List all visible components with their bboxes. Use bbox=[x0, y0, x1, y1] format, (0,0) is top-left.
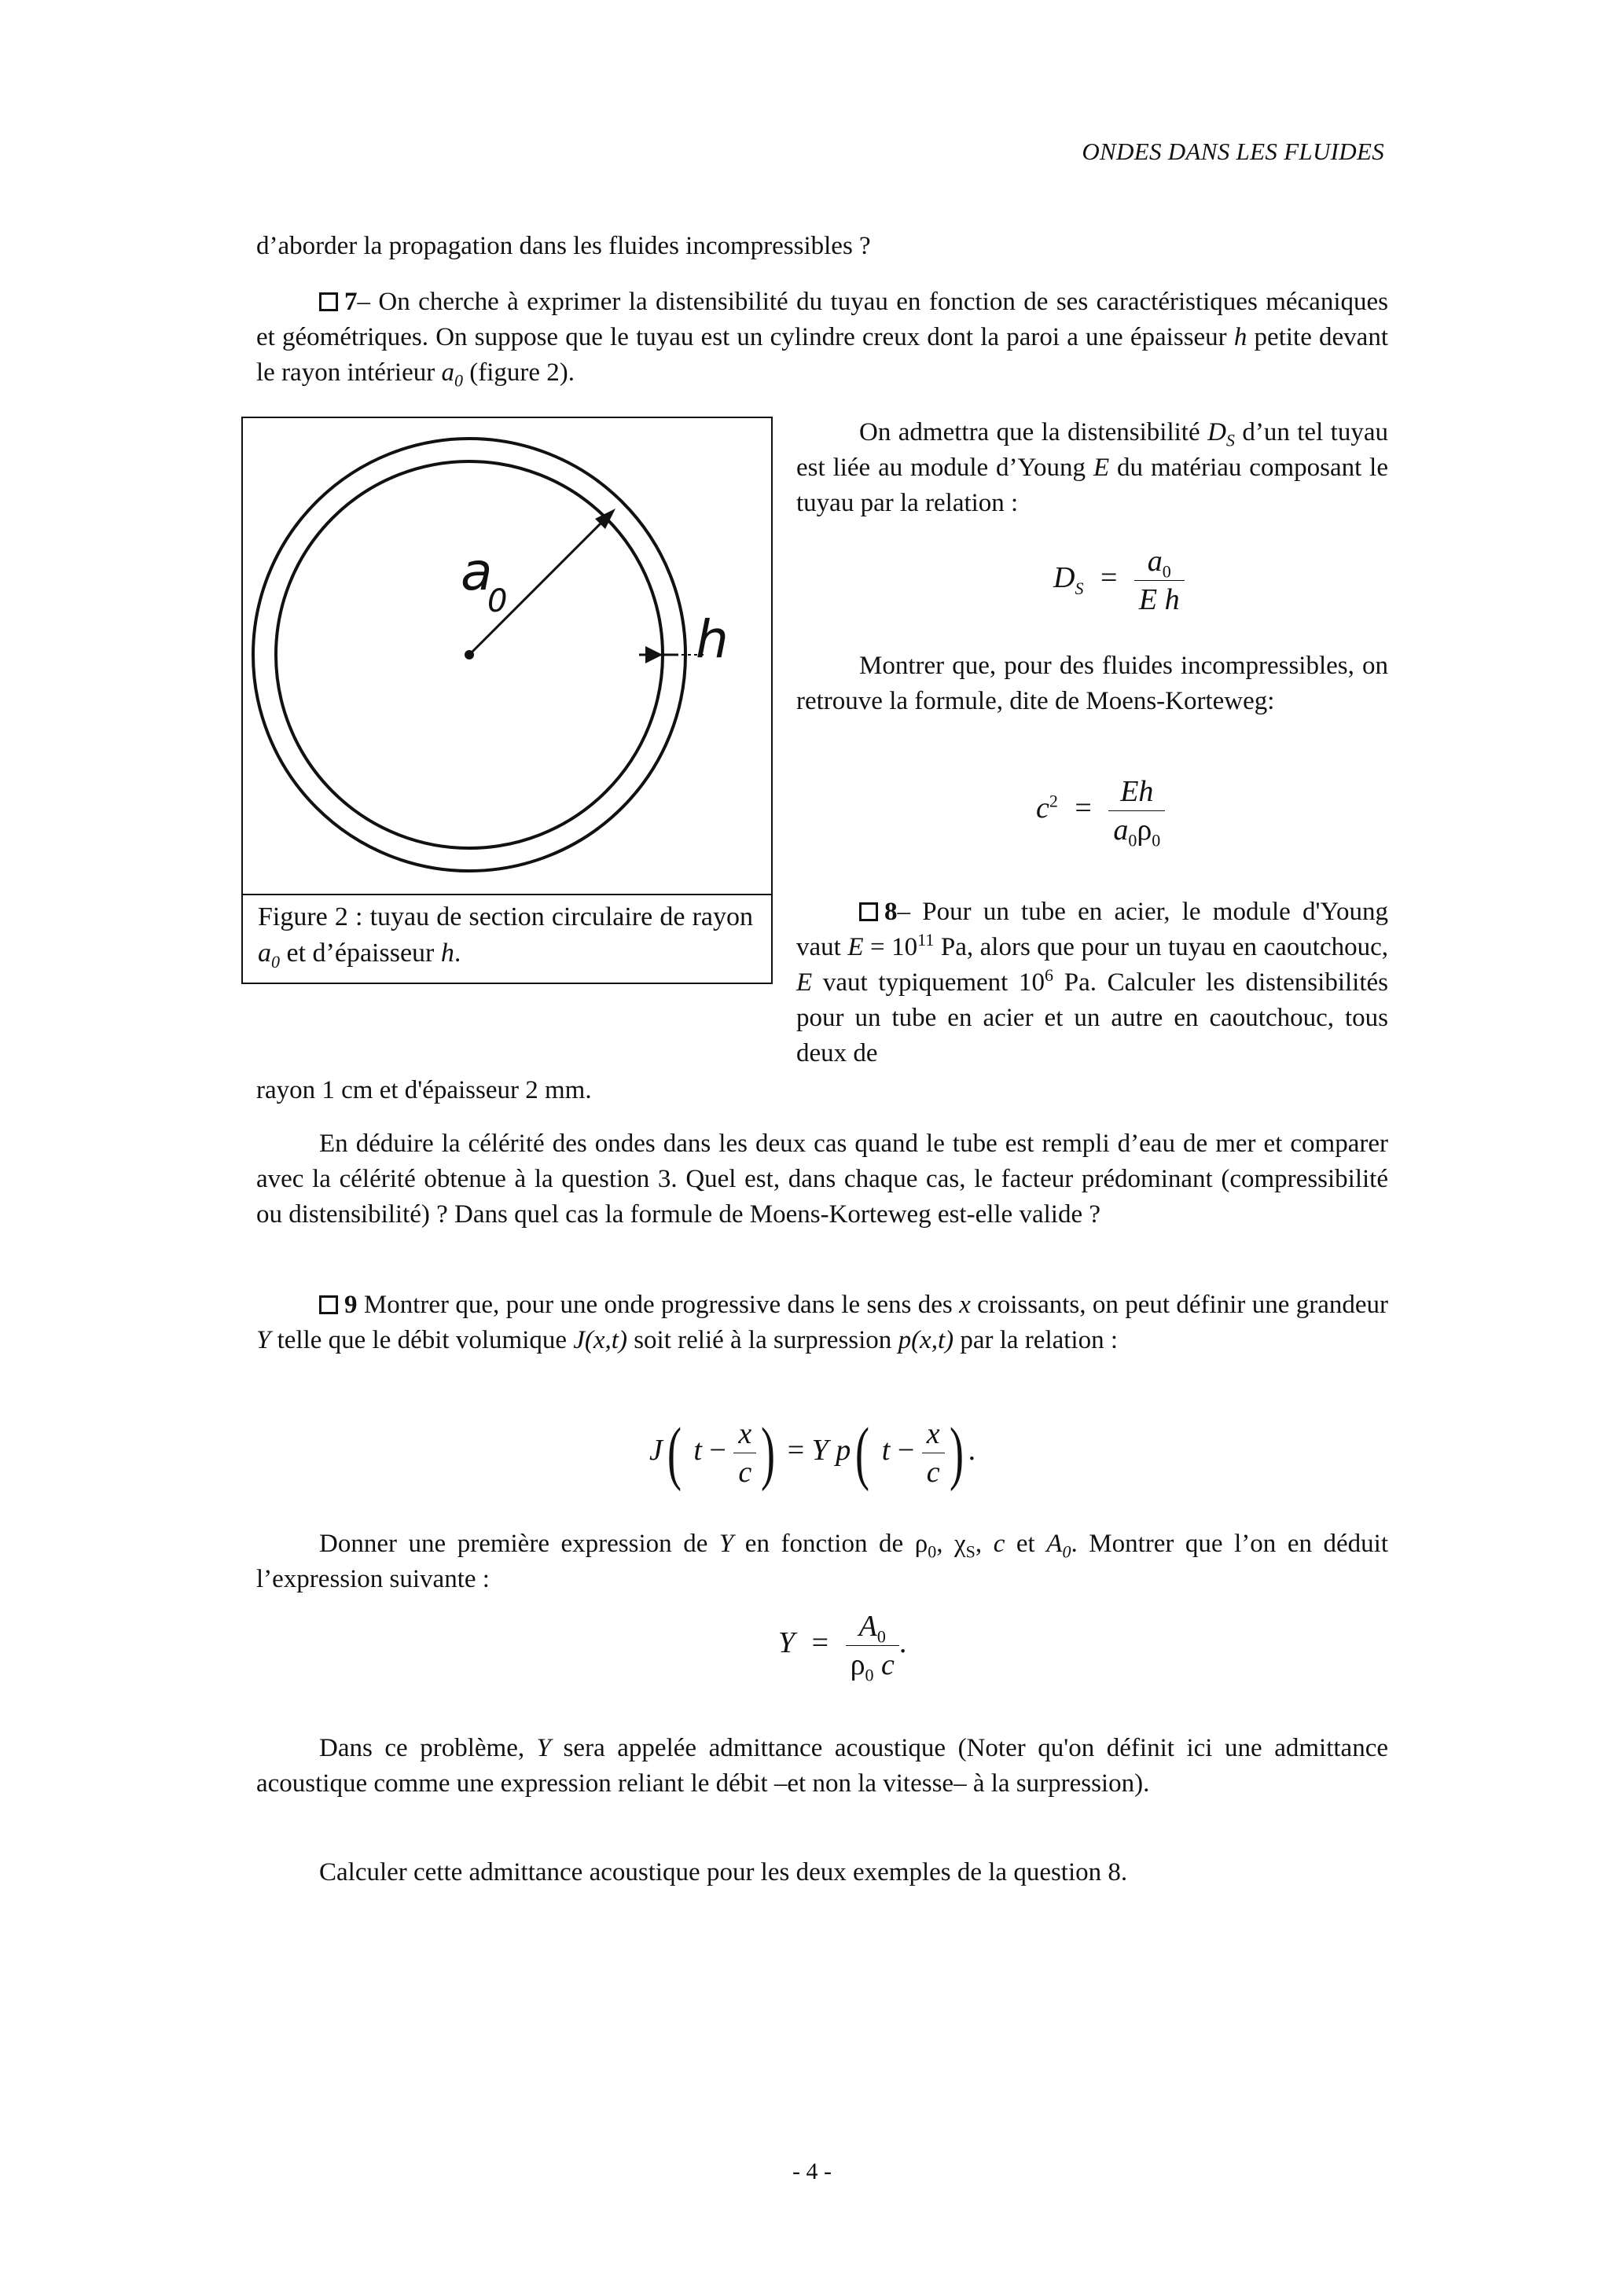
figure-label-a: a bbox=[461, 542, 493, 602]
figure-caption: Figure 2 : tuyau de section circulaire de rayon $a_0$ et d’épaisseur h. bbox=[258, 902, 753, 972]
paragraph-moens: Montrer que, pour des fluides incompressibles, on retrouve la formule, dite de Moens-Korteweg: bbox=[796, 652, 1388, 715]
running-header: ONDES DANS LES FLUIDES bbox=[1082, 138, 1384, 165]
question-9: 9 Montrer que, pour une onde progressive dans le sens des x croissants, on peut définir une grandeur Y telle que le débit volumique J(x,t) soit relié à la surpression p(x,t) par la relation : bbox=[256, 1291, 1388, 1354]
question-8: 8– Pour un tube en acier, le module d'Young vaut $E = 10^{11}$ Pa, alors que pour un tuyau en caoutchouc, E vaut typiquement $10^6$ Pa. Calculer les distensibilités pour un tube en acier et un autre en caoutchouc, tous deux de bbox=[796, 898, 1388, 1067]
var-a: a bbox=[441, 358, 454, 387]
paragraph-calculer: Calculer cette admittance acoustique pour les deux exemples de la question 8. bbox=[319, 1858, 1128, 1886]
fraction: $\frac{A_0}{\rho_0 c}$ bbox=[846, 1607, 899, 1684]
checkbox-icon bbox=[859, 902, 878, 921]
checkbox-icon bbox=[319, 1295, 338, 1314]
thickness-arrowhead bbox=[645, 646, 663, 663]
figure-caption-separator bbox=[241, 894, 773, 895]
equation-distensibility: $D_S$ = $\frac{a_0}{\text{E h}}$ bbox=[1053, 542, 1185, 619]
equation-admittance-relation: J( t − $\frac{x}{c}$ ) = Y p( t − $\frac{x}{c}$ ) . bbox=[649, 1413, 976, 1492]
question-text: (figure 2). bbox=[462, 358, 575, 387]
question-text: petite devant le rayon intérieur bbox=[256, 323, 1388, 387]
paragraph-admittance: Dans ce problème, Y sera appelée admittance acoustique (Noter qu'on définit ici une admittance acoustique comme une expression reliant le débit –et non la vitesse– à la surpression). bbox=[256, 1734, 1388, 1798]
fraction: $\frac{x}{c}$ bbox=[733, 1415, 756, 1491]
paragraph-donner: Donner une première expression de Y en fonction de $\rho_0$, $\chi_S$, c et $A_0$. Montrer que l’on en déduit l’expression suivante : bbox=[256, 1530, 1388, 1593]
checkbox-icon bbox=[319, 292, 338, 311]
question-number: 9 bbox=[344, 1291, 358, 1319]
fraction: $\frac{a_0}{\text{E h}}$ bbox=[1134, 542, 1185, 619]
equation-admittance: Y = $\frac{A_0}{\rho_0 c}$ . bbox=[778, 1607, 906, 1684]
question-number: 8 bbox=[884, 898, 898, 926]
fraction: $\frac{Eh}{a_0\rho_0}$ bbox=[1108, 773, 1165, 849]
question-7 bbox=[256, 285, 1388, 391]
paragraph-distensibility: On admettra que la distensibilité $D_S$ d’un tel tuyau est liée au module d’Young E du matériau composant le tuyau par la relation : bbox=[796, 418, 1388, 517]
equation-moens-korteweg: $c^2$ = $\frac{Eh}{a_0\rho_0}$ bbox=[1036, 773, 1165, 849]
page-number: - 4 - bbox=[792, 2158, 832, 2184]
paragraph-continued: d’aborder la propagation dans les fluides incompressibles ? bbox=[256, 232, 871, 260]
figure-label-h: h bbox=[696, 609, 729, 670]
var-h: h bbox=[1233, 323, 1247, 351]
paragraph-deduire: En déduire la célérité des ondes dans les deux cas quand le tube est rempli d’eau de mer et comparer avec la célérité obtenue à la question 3. Quel est, dans chaque cas, le facteur prédominant (compressibilité ou distensibilité) ? Dans quel cas la formule de Moens-Korteweg est-elle valide ? bbox=[256, 1130, 1388, 1229]
question-8-end: rayon 1 cm et d'épaisseur 2 mm. bbox=[256, 1076, 592, 1104]
figure-2-diagram bbox=[241, 417, 773, 894]
fraction: $\frac{x}{c}$ bbox=[922, 1415, 945, 1491]
subscript: 0 bbox=[454, 370, 463, 391]
question-text: – On cherche à exprimer la distensibilité du tuyau en fonction de ses caractéristiques mécaniques et géométriques. On suppose que le tuyau est un cylindre creux dont la paroi a une épaisseur bbox=[256, 288, 1388, 351]
figure-label-a-sub: 0 bbox=[487, 583, 508, 619]
question-number: 7 bbox=[344, 288, 358, 316]
